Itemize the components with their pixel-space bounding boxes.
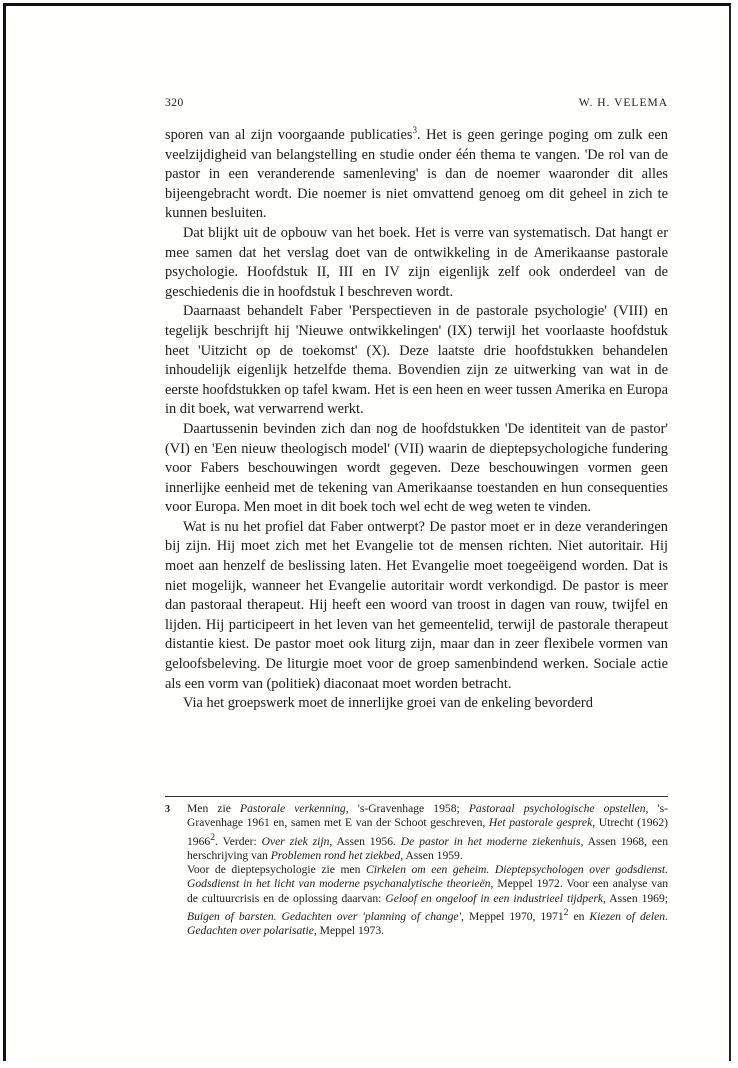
- footnote-ref[interactable]: 3: [412, 125, 418, 136]
- paragraph: sporen van al zijn voorgaande publicaties$^3$. Het is geen geringe poging om zulk een veelzijdigheid van belangstelling en studie onder één thema te vangen. 'De rol van de pastor in een veranderende samenleving' is dan de noemer waaronder dit alles bijeengebracht wordt. Die noemer is niet omvattend genoeg om dit geheel in zich te kunnen besluiten.: [165, 125, 668, 222]
- footnotes: [165, 796, 668, 938]
- footnote-text: [187, 802, 668, 938]
- paragraph: Wat is nu het profiel dat Faber ontwerpt? De pastor moet er in deze veranderingen bij zijn. Hij moet zich met het Evangelie tot de mensen richten. Niet autoritair. Hij moet aan henzelf de beslissing laten. Het Evangelie moet toegeëigend worden. Dat is niet mogelijk, wanneer het Evangelie autoritair wordt verkondigd. De pastor is meer dan pastoraal therapeut. Hij heeft een woord van troost in dagen van rouw, twijfel en lijden. Hij participeert in het leven van het gemeentelid, terwijl de pastorale therapeut distantie kiest. De pastor moet ook liturg zijn, maar dan in zeer flexibele vormen van geloofsbeleving. De liturgie moet voor de groep samenbindend werken. Sociale actie als een vorm van (politiek) diaconaat moet worden betracht.: [165, 518, 668, 692]
- footnote-paragraph: Men zie Pastorale verkenning, 's-Gravenhage 1958; Pastoraal psychologische opstellen, 's-Gravenhage 1961 en, samen met E van der Schoot geschreven, Het pastorale gesprek, Utrecht (1962) 1966$^2$. Verder: Over ziek zijn, Assen 1956. De pastor in het moderne ziekenhuis, Assen 1968, een herschrijving van Problemen rond het ziekbed, Assen 1959.: [187, 802, 668, 862]
- running-author: W. H. VELEMA: [578, 97, 668, 109]
- paragraph: Daartussenin bevinden zich dan nog de hoofdstukken 'De identiteit van de pastor' (VI) en 'Een nieuw theologisch model' (VII) waarin de dieptepsychologiche fundering voor Fabers beschouwingen wordt gegeven. Deze beschouwingen vormen geen innerlijke eenheid met de tekening van Amerikaanse toestanden en hun consequenties voor Europa. Men moet in dit boek toch wel echt de weg weten te vinden.: [165, 420, 668, 516]
- paragraph: Via het groepswerk moet de innerlijke groei van de enkeling bevorderd: [183, 695, 593, 712]
- body-text: [165, 126, 668, 714]
- paragraph: Dat blijkt uit de opbouw van het boek. Het is verre van systematisch. Dat hangt er mee samen dat het verslag doet van de ontwikkeling in de Amerikaanse pastorale psychologie. Hoofdstuk II, III en IV zijn eigenlijk zelf ook onderdeel van de geschiedenis die in hoofdstuk I beschreven wordt.: [165, 224, 668, 300]
- page-number: 320: [165, 97, 184, 109]
- paragraph: Daarnaast behandelt Faber 'Perspectieven in de pastorale psychologie' (VIII) en tegelijk beschrijft hij 'Nieuwe ontwikkelingen' (IX) terwijl het voorlaaste hoofdstuk heet 'Uitzicht op de toekomst' (X). Deze laatste drie hoofdstukken behandelen inhoudelijk eigenlijk hetzelfde thema. Bovendien zijn ze uitwerking van wat in de eerste hoofdstukken op tafel kwam. Het is een heen en weer tussen Amerika en Europa in dit boek, wat verwarrend werkt.: [165, 303, 668, 418]
- footnote-paragraph: Voor de dieptepsychologie zie men Cirkelen om een geheim. Dieptepsychologen over godsdienst. Godsdienst in het licht van moderne psychanalytische theorieën, Meppel 1972. Voor een analyse van de cultuurcrisis en de oplossing daarvan: Geloof en ongeloof in een industrieel tijdperk, Assen 1969; Buigen of barsten. Gedachten over 'planning of change', Meppel 1970, 1971$^2$ en Kiezen of delen. Gedachten over polarisatie, Meppel 1973.: [187, 863, 669, 938]
- footnote: [165, 802, 668, 938]
- footnote-number: 3: [165, 804, 170, 815]
